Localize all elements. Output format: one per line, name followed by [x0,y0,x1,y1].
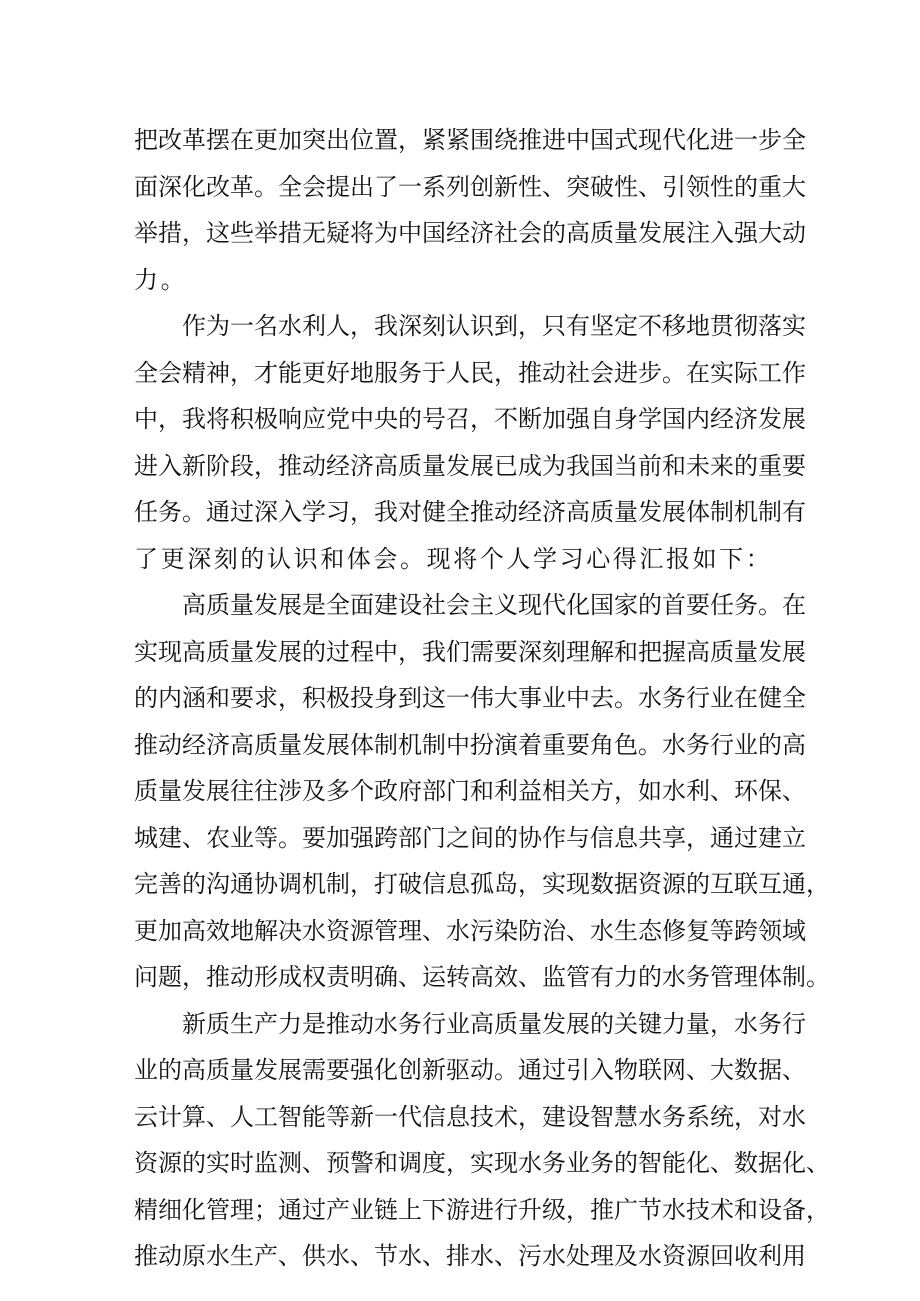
text-line: 任务。通过深入学习，我对健全推动经济高质量发展体制机制有 [134,498,806,526]
text-line: 资源的实时监测、预警和调度，实现水务业务的智能化、数据化、 [134,1149,830,1177]
text-line: 力。 [134,265,188,294]
paragraph-reform-intro [134,117,806,303]
text-line: 问题，推动形成权责明确、运转高效、监管有力的水务管理体制。 [134,963,830,991]
text-line: 云计算、人工智能等新一代信息技术，建设智慧水务系统，对水 [134,1102,806,1131]
text-line: 质量发展往往涉及多个政府部门和利益相关方，如水利、环保、 [134,777,806,805]
text-line: 面深化改革。全会提出了一系列创新性、突破性、引领性的重大 [134,172,806,201]
text-line: 实现高质量发展的过程中，我们需要深刻理解和把握高质量发展 [134,637,806,666]
paragraph-high-quality-development [134,582,830,1001]
text-line: 新质生产力是推动水务行业高质量发展的关键力量，水务行 [182,1009,806,1038]
text-line: 完善的沟通协调机制，打破信息孤岛，实现数据资源的互联互通， [134,870,830,898]
text-line: 举措，这些举措无疑将为中国经济社会的高质量发展注入强大动 [134,219,806,247]
text-line: 精细化管理；通过产业链上下游进行升级，推广节水技术和设备， [134,1195,830,1224]
text-line: 更加高效地解决水资源管理、水污染防治、水生态修复等跨领域 [134,916,806,945]
text-line: 把改革摆在更加突出位置，紧紧围绕推进中国式现代化进一步全 [134,126,806,154]
document-body [134,117,830,1280]
paragraph-new-productivity [134,1001,830,1280]
text-line: 的内涵和要求，积极投身到这一伟大事业中去。水务行业在健全 [134,684,806,712]
text-line: 城建、农业等。要加强跨部门之间的协作与信息共享，通过建立 [134,823,806,852]
text-line: 了更深刻的认识和体会。现将个人学习心得汇报如下： [134,544,773,573]
text-line: 高质量发展是全面建设社会主义现代化国家的首要任务。在 [182,591,806,619]
text-line: 进入新阶段，推动经济高质量发展已成为我国当前和未来的重要 [134,451,806,480]
text-line: 推动经济高质量发展体制机制中扮演着重要角色。水务行业的高 [134,730,806,759]
text-line: 作为一名水利人，我深刻认识到，只有坚定不移地贯彻落实 [182,312,806,340]
paragraph-water-conservancy [134,303,806,582]
text-line: 推动原水生产、供水、节水、排水、污水处理及水资源回收利用 [134,1242,806,1270]
text-line: 全会精神，才能更好地服务于人民，推动社会进步。在实际工作 [134,358,806,387]
text-line: 中，我将积极响应党中央的号召，不断加强自身学国内经济发展 [134,405,806,433]
text-line: 业的高质量发展需要强化创新驱动。通过引入物联网、大数据、 [134,1056,806,1084]
